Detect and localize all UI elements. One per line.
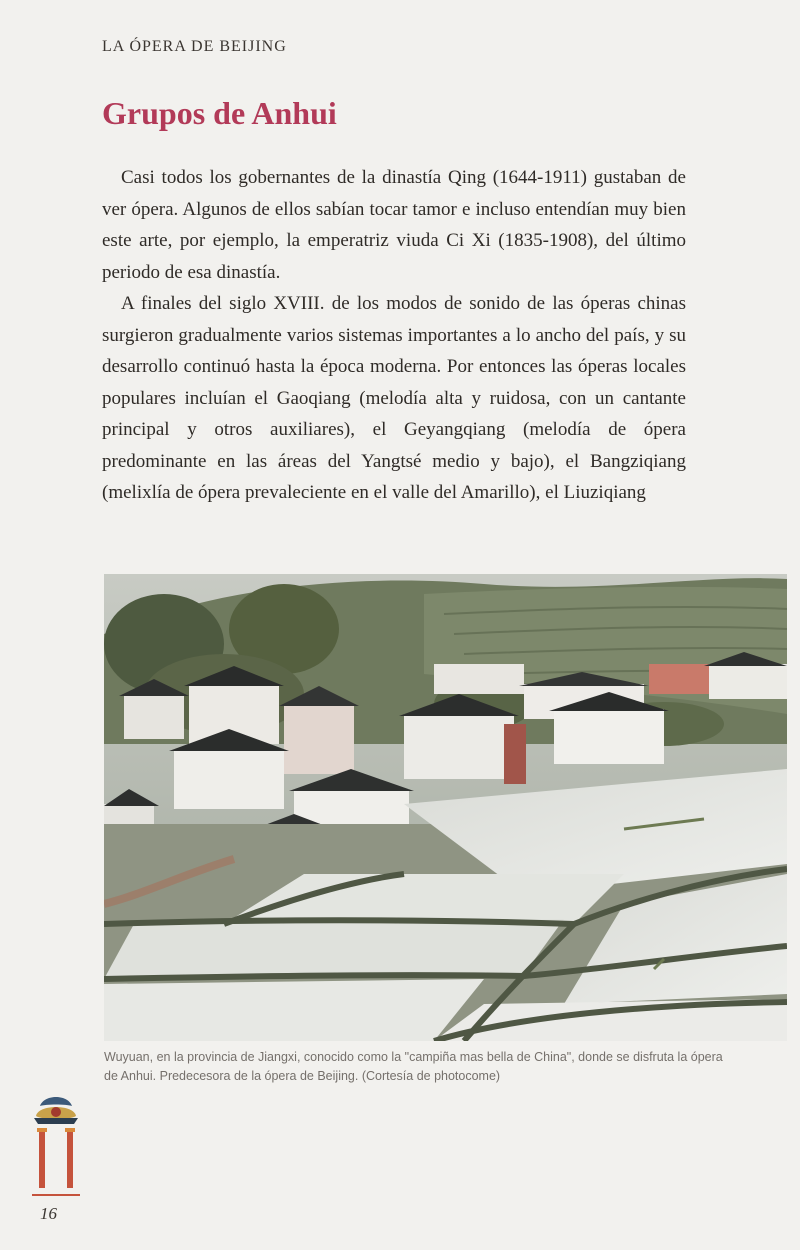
- village-rice-field-photo: [104, 574, 787, 1041]
- running-header: LA ÓPERA DE BEIJING: [102, 38, 287, 55]
- body-text: [102, 162, 686, 509]
- decorative-emblem-icon: [30, 1090, 82, 1200]
- paragraph-1: Casi todos los gobernantes de la dinastía Qing (1644-1911) gustaban de ver ópera. Algunos de ellos sabían tocar tamor e incluso entendían muy bien este arte, por ejemplo, la emperatriz viuda Ci Xi (1835-1908), del último periodo de esa dinastía.: [102, 167, 686, 283]
- section-title: Grupos de Anhui: [102, 95, 337, 131]
- paragraph-2: A finales del siglo XVIII. de los modos de sonido de las óperas chinas surgieron gradualmente varios sistemas importantes a lo ancho del país, y su desarrollo continuó hasta la época moderna. Por entonces las óperas locales populares incluían el Gaoqiang (melodía alta y ruidosa, con un cantante principal y otros auxiliares), el Geyangqiang (melodía de ópera predominante en las áreas del Yangtsé medio y bajo), el Bangziqiang (melixlía de ópera prevaleciente en el valle del Amarillo), el Liuziqiang: [102, 293, 686, 503]
- figure-caption: Wuyuan, en la provincia de Jiangxi, conocido como la "campiña mas bella de China", donde se disfruta la ópera de Anhui. Predecesora de la ópera de Beijing. (Cortesía de photocome): [104, 1050, 723, 1083]
- page-number: 16: [40, 1204, 57, 1223]
